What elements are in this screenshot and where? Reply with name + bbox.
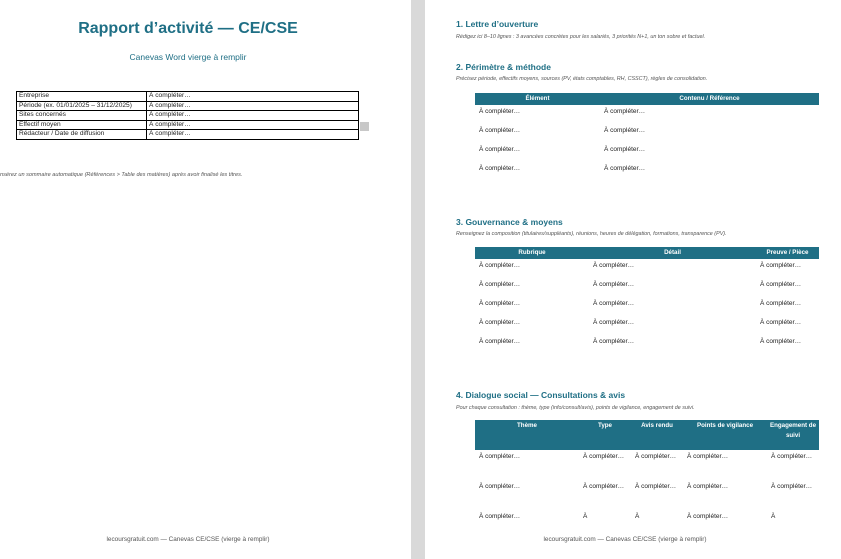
document-page-1 [0, 0, 411, 559]
table-cell[interactable]: À compléter… [687, 453, 729, 460]
table-cell[interactable]: À compléter… [771, 453, 813, 460]
table-cell[interactable]: À compléter… [583, 453, 625, 460]
table-cell[interactable]: À compléter… [604, 108, 646, 115]
table-cell[interactable]: À compléter… [604, 146, 646, 153]
table-cell[interactable]: À compléter… [604, 127, 646, 134]
table-cell[interactable]: À compléter… [604, 165, 646, 172]
table-cell[interactable]: À compléter… [479, 338, 521, 345]
document-page-2 [425, 0, 841, 559]
table-cell[interactable]: À compléter… [479, 483, 521, 490]
table-cell[interactable]: À compléter… [593, 300, 635, 307]
table-cell[interactable]: À compléter… [479, 513, 521, 520]
info-value[interactable]: À compléter… [147, 111, 359, 121]
table-cell[interactable]: À compléter… [593, 338, 635, 345]
table-row [475, 316, 819, 335]
column-header: Avis rendu [631, 420, 683, 450]
info-value[interactable]: À compléter… [147, 120, 359, 130]
column-header: Engagement de suivi [767, 420, 819, 450]
table-cell[interactable]: À [583, 513, 588, 520]
table-cell[interactable]: À compléter… [593, 319, 635, 326]
table-cell[interactable]: À compléter… [687, 483, 729, 490]
column-header: Thème [475, 420, 579, 450]
table-cell[interactable]: À compléter… [760, 300, 802, 307]
info-value[interactable]: À compléter… [147, 130, 359, 140]
table-row [475, 124, 819, 143]
table-row [17, 120, 359, 130]
info-label: Effectif moyen [17, 120, 147, 130]
table-row [475, 297, 819, 316]
column-header: Détail [589, 247, 756, 259]
page-gutter [411, 0, 425, 559]
table-row [475, 450, 819, 480]
section-description: Renseignez la composition (titulaires/suppléants), réunions, heures de délégation, formations, transparence (PV). [456, 231, 727, 237]
table-cell[interactable]: À compléter… [583, 483, 625, 490]
column-header: Élément [475, 93, 600, 105]
info-label: Rédacteur / Date de diffusion [17, 130, 147, 140]
gouvernance-table [475, 247, 819, 354]
table-cell[interactable]: À compléter… [593, 281, 635, 288]
table-header-row [475, 93, 819, 105]
column-header: Rubrique [475, 247, 589, 259]
table-cell[interactable]: À compléter… [479, 453, 521, 460]
table-cell[interactable]: À compléter… [479, 300, 521, 307]
table-cell[interactable]: À compléter… [479, 319, 521, 326]
table-row [475, 143, 819, 162]
table-header-row [475, 420, 819, 450]
toc-note: nsérez un sommaire automatique (Références > Table des matières) après avoir finalisé les titres. [0, 172, 243, 178]
table-cell[interactable]: À compléter… [479, 127, 521, 134]
info-label: Sites concernés [17, 111, 147, 121]
section-heading: 1. Lettre d’ouverture [456, 19, 539, 29]
table-cell[interactable]: À compléter… [771, 483, 813, 490]
table-cell[interactable]: À [635, 513, 640, 520]
table-cell[interactable]: À compléter… [593, 262, 635, 269]
column-header: Preuve / Pièce [756, 247, 819, 259]
info-label: Période (ex. 01/01/2025 – 31/12/2025) [17, 101, 147, 111]
document-subtitle: Canevas Word vierge à remplir [129, 52, 247, 62]
table-row [475, 335, 819, 354]
page-footer: lecoursgratuit.com — Canevas CE/CSE (vierge à remplir) [106, 536, 270, 543]
section-heading: 4. Dialogue social — Consultations & avis [456, 390, 626, 400]
column-header: Points de vigilance [683, 420, 767, 450]
table-cell[interactable]: À compléter… [479, 108, 521, 115]
section-description: Pour chaque consultation : thème, type (info/consult/avis), points de vigilance, engagement de suivi. [456, 405, 695, 411]
table-cell[interactable]: À compléter… [479, 146, 521, 153]
table-row [475, 278, 819, 297]
table-row [475, 259, 819, 278]
table-header-row [475, 247, 819, 259]
perimetre-table [475, 93, 819, 181]
table-row [475, 105, 819, 124]
table-cell[interactable]: À [771, 513, 776, 520]
column-header: Contenu / Référence [600, 93, 819, 105]
table-row [17, 111, 359, 121]
table-cell[interactable]: À compléter… [760, 338, 802, 345]
section-heading: 3. Gouvernance & moyens [456, 217, 563, 227]
table-row [475, 480, 819, 510]
info-value[interactable]: À compléter… [147, 101, 359, 111]
table-cell[interactable]: À compléter… [687, 513, 729, 520]
table-cell[interactable]: À compléter… [760, 319, 802, 326]
info-table [16, 91, 359, 140]
table-cell[interactable]: À compléter… [479, 262, 521, 269]
section-description: Rédigez ici 8–10 lignes : 3 avancées concrètes pour les salariés, 3 priorités N+1, un ton sobre et factuel. [456, 34, 706, 40]
table-row [475, 510, 819, 524]
consultations-table [475, 420, 819, 524]
table-resize-handle[interactable] [360, 122, 369, 131]
section-description: Précisez période, effectifs moyens, sources (PV, états comptables, RH, CSSCT), règles de consolidation. [456, 76, 708, 82]
table-cell[interactable]: À compléter… [760, 262, 802, 269]
table-row [17, 130, 359, 140]
info-label: Entreprise [17, 92, 147, 102]
table-cell[interactable]: À compléter… [760, 281, 802, 288]
section-heading: 2. Périmètre & méthode [456, 62, 551, 72]
table-cell[interactable]: À compléter… [479, 165, 521, 172]
table-cell[interactable]: À compléter… [635, 453, 677, 460]
page-footer: lecoursgratuit.com — Canevas CE/CSE (vierge à remplir) [543, 536, 707, 543]
table-row [17, 101, 359, 111]
column-header: Type [579, 420, 631, 450]
document-title: Rapport d’activité — CE/CSE [78, 20, 298, 37]
table-row [17, 92, 359, 102]
table-cell[interactable]: À compléter… [635, 483, 677, 490]
table-row [475, 162, 819, 181]
table-cell[interactable]: À compléter… [479, 281, 521, 288]
info-value[interactable]: À compléter… [147, 92, 359, 102]
